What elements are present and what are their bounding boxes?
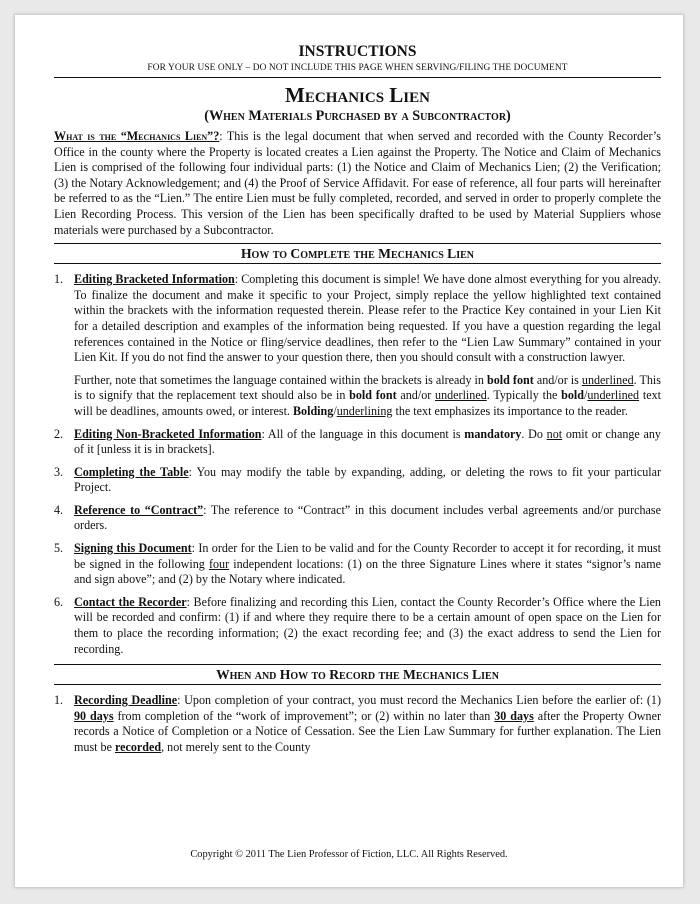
instructions-subheading: FOR YOUR USE ONLY – DO NOT INCLUDE THIS PAGE WHEN SERVING/FILING THE DOCUMENT [147, 63, 568, 73]
item-label: Editing Bracketed Information [74, 272, 235, 287]
item-paragraph [74, 693, 661, 755]
item-number: 6. [54, 594, 64, 609]
underline-run: four [208, 556, 230, 571]
header-rule [54, 77, 661, 78]
instruction-item-4 [54, 503, 661, 534]
underline-run: underlined [587, 388, 640, 403]
item-label: Completing the Table [74, 464, 189, 479]
item-paragraph [74, 503, 661, 534]
underline-run: underlined [435, 388, 487, 403]
bold-underline-run: 90 days [74, 708, 114, 723]
item-number: 1. [54, 272, 64, 287]
item-number: 2. [54, 426, 64, 441]
bold-run: Bolding [292, 403, 334, 418]
underline-run: not [546, 426, 563, 441]
document-page [14, 14, 684, 888]
text-run: independent locations: (1) on the three Signature Lines where it states “signor’s name and sign above”; and (2) by the Notary where indicated. [74, 556, 661, 587]
instruction-item-6 [54, 595, 661, 657]
bold-underline-run: recorded [114, 740, 162, 754]
item-number: 5. [54, 541, 64, 556]
item-paragraph-2 [74, 373, 661, 420]
text-run: omit or change any of it [unless it is in brackets]. [74, 426, 661, 457]
bold-run: mandatory [464, 426, 522, 441]
item-body [74, 693, 661, 755]
item-text: : You may modify the table by expanding, adding, or deleting the rows to fit your particular Project. [74, 464, 662, 495]
text-run: , not merely sent to the County [161, 740, 311, 754]
item-label: Contact the Recorder [74, 594, 187, 609]
item-number: 1. [54, 693, 64, 708]
text-run: : In order for the Lien to be valid and for the County Recorder to accept it for recording, it must be signed in the following [74, 541, 661, 571]
text-run: Further, note that sometimes the language contained within the brackets is already in [74, 372, 488, 387]
item-text: : Completing this document is simple! We have done almost everything for you already. To finalize the document and make it specific to your Project, simply replace the yellow highlighted text contained within the brackets with the information requested therein. Please refer to the Practice Key contained in your Lien Kit for a detailed description and examples of the information being requested. If you have a question regarding the legal references contained in the Notice or fling/service deadlines, then refer to the “Lien Law Summary” contained in your Lien Kit. If you do not find the answer to your question there, then you should consult with a construction lawyer. [74, 272, 661, 365]
instruction-item-5 [54, 541, 661, 588]
text-run: . Do [521, 426, 547, 441]
intro-paragraph [54, 129, 661, 238]
item-text: : Before finalizing and recording this Lien, contact the County Recorder’s Office where the Lien will be recorded and confirm: (1) if and where they require there to be a certain amount of open space on the Lien for them to place the recording information; (2) the exact recording fee; and (3) the exact address to send the Lien for recording. [74, 594, 661, 656]
item-label: Editing Non-Bracketed Information [74, 426, 262, 441]
bold-underline-run: 30 days [494, 708, 534, 723]
bold-run: bold font [349, 388, 397, 403]
text-run: text will be deadlines, amounts owed, or interest. [74, 388, 661, 418]
item-body [74, 503, 661, 534]
text-run: / [583, 388, 588, 403]
item-paragraph [74, 272, 661, 366]
document-subtitle: (When Materials Purchased by a Subcontractor) [204, 108, 511, 124]
section-heading-complete: How to Complete the Mechanics Lien [54, 243, 661, 264]
item-label: Signing this Document [74, 541, 192, 556]
text-run: from completion of the “work of improvement”; or (2) within no later than [113, 708, 495, 723]
text-run: : All of the language in this document is [261, 426, 465, 441]
text-run: and/or [396, 388, 436, 403]
page-content [54, 40, 661, 763]
text-run: . Typically the [486, 388, 562, 403]
item-text: : The reference to “Contract” in this document includes verbal agreements and/or purchase orders. [74, 502, 661, 533]
record-item-1 [54, 693, 661, 755]
text-run: after the Property Owner records a Notice of Completion or a Notice of Cessation. See the Lien Law Summary for further explanation. The Lien must be [74, 708, 661, 754]
item-number: 4. [54, 502, 64, 517]
text-run: and/or is [533, 372, 582, 387]
text-run: the text emphasizes its importance to the reader. [392, 403, 628, 418]
item-paragraph [74, 595, 661, 657]
document-title: Mechanics Lien [285, 83, 430, 107]
instruction-item-1 [54, 272, 661, 419]
instruction-item-3 [54, 465, 661, 496]
copyright-footer: Copyright © 2011 The Lien Professor of Fiction, LLC. All Rights Reserved. [190, 849, 508, 860]
item-label: Recording Deadline [74, 693, 178, 708]
intro-text: : This is the legal document that when served and recorded with the County Recorder’s Office in the county where the Property is located creates a Lien against the Property. The Notice and Claim of Mechanics Lien is comprised of the following four individual parts: (1) the Notice and Claim of Mechanics Lien; (2) the Verification; (3) the Notary Acknowledgement; and (4) the Proof of Service Affidavit. For ease of reference, all four parts will hereinafter be referred to as the “Lien.” The entire Lien must be fully completed, recorded, and served in order to properly complete the Lien Recording Process. This version of the Lien has been specifically drafted to be used by Material Suppliers whose materials were purchased by a Subcontractor. [54, 129, 661, 237]
item-paragraph [74, 465, 661, 496]
bold-run: bold [561, 388, 584, 403]
section-heading-record: When and How to Record the Mechanics Lien [54, 664, 661, 685]
instructions-heading: INSTRUCTIONS [298, 43, 417, 60]
text-run: : Upon completion of your contract, you must record the Mechanics Lien before the earlier of: (1) [177, 693, 661, 708]
bold-run: bold font [487, 372, 534, 387]
item-body [74, 272, 661, 419]
item-body [74, 465, 661, 496]
item-paragraph [74, 427, 661, 458]
item-body [74, 595, 661, 657]
text-run: / [333, 403, 337, 418]
item-label: Reference to “Contract” [74, 502, 204, 517]
item-number: 3. [54, 464, 64, 479]
underline-run: underlining [336, 403, 393, 418]
intro-lead: What is the “Mechanics Lien”? [54, 129, 220, 143]
underline-run: underlined [581, 372, 634, 387]
instruction-item-2 [54, 427, 661, 458]
item-paragraph [74, 541, 661, 588]
item-body [74, 427, 661, 458]
text-run: . This is to signify that the replacement text should also be in [74, 372, 661, 403]
item-body [74, 541, 661, 588]
